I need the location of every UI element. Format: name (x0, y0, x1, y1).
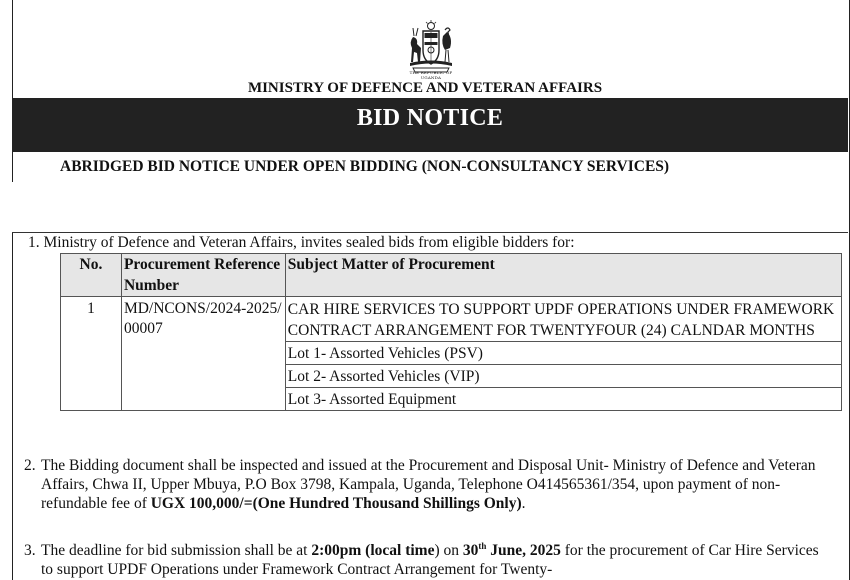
list-item-1 (28, 234, 828, 251)
date-rest: June, 2025 (486, 542, 561, 559)
section-divider (12, 182, 848, 233)
date-day: 30 (462, 542, 479, 559)
item-text: The Bidding document shall be inspected and issued at the Procurement and Disposal Unit- Ministry of Defence and Veteran Affairs, Chwa II, Upper Mbuya, P.O Box 3798, Kampala, Uganda, Telephone O414565361/354, upon payment of non-refundable fee of (41, 457, 816, 512)
crest-caption: THE REPUBLIC OF UGANDA (409, 70, 453, 80)
table-header-row (61, 254, 842, 297)
deadline-time: 2:00pm (local time (311, 542, 435, 559)
item-text-c: for the procurement of Car Hire Services to support UPDF Operations under Framework Contract Arrangement for Twenty- (41, 542, 819, 578)
bid-notice-banner: BID NOTICE (12, 98, 848, 152)
table-row (61, 297, 842, 342)
cell-lot-2: Lot 2- Assorted Vehicles (VIP) (285, 365, 841, 388)
item-number: 3. (24, 542, 36, 559)
column-header-subject: Subject Matter of Procurement (285, 254, 841, 297)
column-header-reference: Procurement Reference Number (121, 254, 285, 297)
item-end: . (521, 495, 526, 512)
cell-lot-3: Lot 3- Assorted Equipment (285, 388, 841, 411)
procurement-table (60, 253, 842, 411)
list-item-2 (24, 456, 830, 513)
date-suffix: th (478, 540, 487, 551)
item-number: 2. (24, 457, 36, 474)
item-text-b: ) on (434, 542, 463, 559)
cell-lot-1: Lot 1- Assorted Vehicles (PSV) (285, 342, 841, 365)
deadline-date (463, 542, 561, 559)
item-text: Ministry of Defence and Veteran Affairs, invites sealed bids from eligible bidders for: (43, 234, 575, 251)
item-number: 1. (28, 234, 40, 251)
cell-reference: MD/NCONS/2024-2025/00007 (121, 297, 285, 411)
column-header-no: No. (61, 254, 122, 297)
list-item-3 (24, 541, 830, 579)
item-text: The deadline for bid submission shall be at (41, 542, 312, 559)
fee-amount: UGX 100,000/=(One Hundred Thousand Shillings Only) (150, 495, 522, 512)
ministry-title: MINISTRY OF DEFENCE AND VETERAN AFFAIRS (247, 80, 603, 96)
notice-subheading: ABRIDGED BID NOTICE UNDER OPEN BIDDING (NON-CONSULTANCY SERVICES) (60, 158, 670, 175)
cell-no: 1 (61, 297, 122, 411)
cell-subject: CAR HIRE SERVICES TO SUPPORT UPDF OPERATIONS UNDER FRAMEWORK CONTRACT ARRANGEMENT FOR TWENTYFOUR (24) CALNDAR MONTHS (285, 297, 841, 342)
